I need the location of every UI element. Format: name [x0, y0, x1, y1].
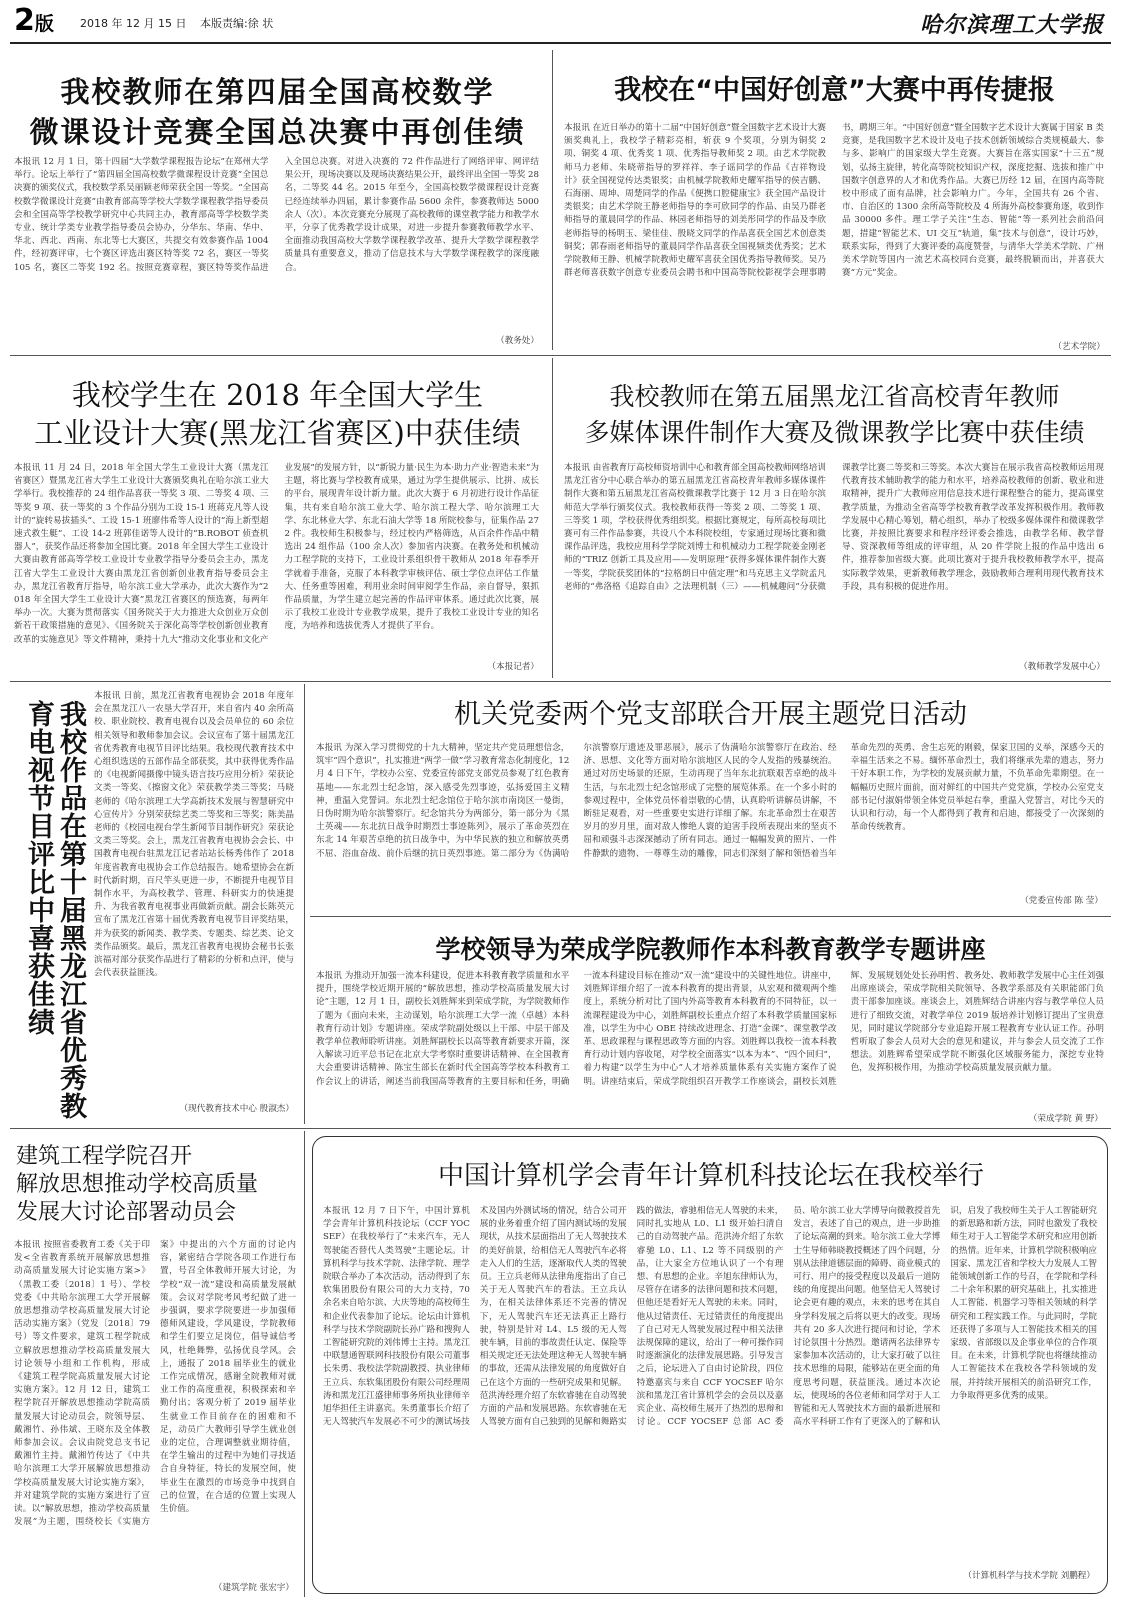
- article-body: 本报讯 为推动开加强一流本科建设，促进本科教育教学质量和水平提升，围绕学校近期开展的“解放思想，推动学校高质量发展大讨论”主题，12 月 1 日，副校长刘胜辉来到荣成学院，为学院教师作了题为《面向未来，主动谋划，哈尔滨理工大学一流（卓越）本科教育行动计划》专题讲座。荣成学院副处级以上干部、中层干部及教学单位教师聆听讲座。刘胜辉副校长以高等教育新要求开篇，深入解读习近平总书记在北京大学考察时重要讲话精神、在全国教育大会重要讲话精神、陈宝生部长在新时代全国高等学校本科教育工作会议上的讲话，阐述当前我国高等教育的主要目标和任务，明确一流本科建设目标在推动“双一流”建设中的关键性地位。讲座中，刘胜辉详细介绍了一流本科教育的提出背景，从宏观和微观两个维度上，系统分析对比了国内外高等教育本科教育的不同特征，以一流课程建设为中心，刘胜辉副校长重点介绍了本科教学质量国家标准，以学生为中心 OBE 持续改进理念、打造“金课”、课堂教学改革、思政课程与课程思政等方面的内容。刘胜辉以我校一流本科教育行动计划内容收尾，对学校全面落实“以本为本”、“四个回归”，着力构建“以学生为中心”人才培养质量体系有关实施方案作了说明。讲座结束后，荣成学院组织召开教学工作座谈会，副校长刘胜辉、发展规划处处长孙明哲、教务处、教师教学发展中心主任刘强出席座谈会，荣成学院相关院领导、各教学系部及有关职能部门负责干部参加座谈。座谈会上，刘胜辉结合讲座内容与教学单位人员进行了细致交流，对教学单位 2019 版培养计划修订提出了宝贵意见，同时建议学院部分专业追踪开展工程教育专业认证工作。孙明哲听取了参会人员对大会的意见和建议，并与参会人员交流了工作想法。刘胜辉希望荣成学院不断强化区域服务能力，深挖专业特色，发挥积极作用，为推动学校高质量发展贡献力量。: [316, 971, 1104, 1087]
- article-title-line1: 我校学生在 2018 年全国大学生: [71, 378, 484, 412]
- section-rule: [10, 681, 1111, 682]
- masthead: 哈尔滨理工大学报: [920, 12, 1105, 38]
- page-number-suffix: 版: [34, 13, 54, 35]
- article-title-line2: 微课设计竞赛全国总决赛中再创佳绩: [29, 115, 526, 149]
- page-header: [0, 0, 1121, 44]
- article-title: 机关党委两个党支部联合开展主题党日活动: [454, 699, 967, 730]
- article-body: 本报讯 在近日举办的第十二届“中国好创意”暨全国数字艺术设计大赛颁奖典礼上，我校学子精彩亮相，斩获 9 个奖项，分别为铜奖 2 项、铜奖 4 项、优秀奖 1 项、优秀指导教师奖 2 项。由艺术学院教师马力老师、朱晓蒂指导的罗祥祥、李子谣同学的作品《吉祥物设计》获全国视觉传达类银奖；由机械学院教师史耀军指导的侯吉鹏、石海丽、周坤、周楚同学的作品《便携口腔健康宝》获全国产品设计类银奖；由艺术学院王静老师指导的李可欣同学的作品、由吴乃群老师指导的董晨同学的作品、林园老师指导的刘美彤同学的作品及李欣老师指导的杨明玉、梁佳佳、殷晓文同学的作品喜获全国艺术创意类铜奖；郭春雨老师指导的董晨同学作品喜获全国视频类优秀奖；艺术学院教师王静、机械学院教师史耀军喜获全国优秀指导教师奖。吴乃群老师喜获数字创意专业委员会聘书和中国高等院校影视学会理事聘书，聘期三年。“中国好创意”暨全国数字艺术设计大赛属于国家 B 类竞赛，是我国数字艺术设计及电子技术创新领域综合类规模最大、参与多、影响广的国家级大学生竞赛。大赛旨在落实国家“十三五”规划，弘扬主旋律，转化高等院校知识产权，深度挖掘、选拔和推广中国数字创意界的人才和优秀作品。大赛已历经 12 届，在国内高等院校中形成了面有品牌，社会影响力广。今年，全国共有 26 个省、市、自治区的 1300 余所高等院校及 4 所海外高校参赛角逐，收到作品 30000 多件。理工学子关注“生态、智能”等一系列社会前沿问题，措建“智能艺术、UI 交互”轨道，集“技术与创意”，设计巧妙，联系实际，得到了大赛评委的高度赞誉，与清华大学美术学院、广州美术学院等国内一流艺术高校同台竞赛，最终脱颖而出，并喜获大赛“方元”奖金。: [564, 123, 1104, 279]
- issue-date: 2018 年 12 月 15 日: [80, 17, 187, 30]
- article-body: 本报讯 11 月 24 日，2018 年全国大学生工业设计大赛（黑龙江省赛区）暨黑龙江省大学生工业设计大赛颁奖典礼在哈尔滨工业大学举行。我校推荐的 24 组作品喜获一等奖 3 项、二等奖 4 项、三等奖 9 项、获一等奖的 3 个作品分别为工设 15-1 班蒋克凡等人设计的“旋转易拔插头”、工设 15-1 班廖伟希等人设计的“海上新型超速式救生艇”、工设 14-2 班郭佳诺等人设计的“B.ROBOT 侦查机器人”，获奖作品还将参加全国比赛。2018 年全国大学生工业设计大赛由教育部高等学校工业设计专业教学指导分委员会主办，黑龙江省大学生工业设计大赛由黑龙江省创新创业教育指导委员会主办，黑龙江省教育厅指导，哈尔滨工业大学承办，此次大赛作为“2018 年全国大学生工业设计大赛”黑龙江省赛区的预选赛，每两年举办一次。大赛为贯彻落实《国务院关于大力推进大众创业万众创新若干政策措施的意见》、《国务院关于深化高等学校创新创业教育改革的实施意见》等文件精神，秉持十九大“推动文化事业和文化产业发展”的发展方针，以“新锐力量·民生为本·助力产业·智造未来”为主题，将比赛与学校教育成果，通过为学生提供展示、比拼、成长的平台，展现青年设计新力量。此次大赛于 6 月初进行设计作品征集，共有来自哈尔滨工业大学、哈尔滨工程大学、哈尔滨理工大学、东北林业大学、东北石油大学等 18 所院校参与，征集作品 272 件。我校师生积极参与，经过校内严格筛选，从百余件作品中精选出 24 组作品（100 余人次）参加省内决赛。在教务处和机械动力工程学院的支持下，工业设计系组织骨干教师从 2018 年春季开学就着手准备，克服了本科教学审核评估、硕士学位点评估工作量大、任务重等困难，利用业余时间审阅学生作品，亲自督导，狠抓作品质量，为学生建立起完善的作品评审体系。通过此次比赛，展示了我校工业设计专业教学成果，提升了我校工业设计专业的知名度，为培养和选拔优秀人才提供了平台。: [14, 463, 539, 645]
- article-title-line1: 我校教师在第五届黑龙江省高校青年教师: [609, 382, 1060, 411]
- article-body: 本报讯 12 月 1 日，第十四届“大学数学课程报告论坛”在郑州大学举行。论坛上举行了“第四届全国高校数学微课程设计竞赛”全国总决赛的颁奖仪式，我校数学系吴丽颖老师荣获全国一等奖。“全国高校数学微课设计竞赛”由教育部高等学校大学数学课程教学指导委员会和全国高等学校教学研究中心共同主办，教育部高等学校数学类专业、统计学类专业教学指导委员会协办，分华东、华南、华中、华北、西北、西南、东北等七大赛区，共提交有效参赛作品 1004 件，经初赛评审，七个赛区评选出赛区特等奖 72 名，赛区一等奖 105 名，赛区二等奖 192 名。按照竞赛章程，赛区特等奖作品进入全国总决赛。对进入决赛的 72 件作品进行了网络评审、网评结果公开，现场决赛以及现场决赛结果公开，最终评出全国一等奖 28 名，二等奖 44 名。2015 年至今，全国高校数学微课程设计竞赛已经连续举办四届，累计参赛作品 5600 余件，参赛教师达 5000 余人（次）。本次竞赛充分展现了高校教师的课堂教学能力和教学水平，分享了优秀教学设计成果，对进一步提升参赛教师教学水平、全面推动我国高校大学数学课程教学改革、提升大学数学课程教学质量具有重要意义，推动了信息技术与大学数学课程教学的深度融合。: [14, 157, 539, 273]
- article-multimedia-courseware: [558, 358, 1111, 678]
- article-title: 中国计算机学会青年计算机科技论坛在我校举行: [437, 1161, 984, 1191]
- article-credit: （党委宣传部 陈 莹）: [1020, 896, 1103, 906]
- header-rule: [10, 42, 1111, 44]
- editor-line: 本版责编:徐 状: [200, 17, 274, 30]
- article-architecture-meeting: [10, 1131, 302, 1597]
- article-title: 我校作品在第十届黑龙江省优秀教育电视节目评比中喜获佳绩: [23, 700, 86, 1120]
- section-rule: [10, 355, 1111, 356]
- article-credit: （建筑学院 张宏宇）: [213, 1583, 294, 1593]
- article-industrial-design: [10, 358, 545, 678]
- article-body: 本报讯 由省教育厅高校师资培训中心和教育部全国高校教师网络培训黑龙江省分中心联合举办的第五届黑龙江省高校青年教师多媒体课件制作大赛和第五届黑龙江省高校微课教学比赛于 12 月 3 日在哈尔滨师范大学举行颁奖仪式。我校教师获得一等奖 2 项、二等奖 1 项、三等奖 1 项，学校获得优秀组织奖。根据比赛规定，每所高校每项比赛可有三件作品参赛，共设八个本科院校组，专家通过现场比赛和微课作品评选，我校应用科学学院刘博士和机械动力工程学院姜金刚老师的“TRIZ 创新工具及应用——发明原理”获得多媒体课件制作大赛一等奖，学院获奖团体的“拉格朗日中值定理”和马克思主义学院孟凡老师的“弗洛格《追踪自由》之法理机制（三）——机械趣问”分获微课教学比赛二等奖和三等奖。本次大赛旨在展示我省高校教师运用现代教育技术辅助教学的能力和水平，培养高校教师的创新、敬业和进取精神，提升广大教师应用信息技术进行课程整合的能力，提高课堂教学质量，为推动全省高等学校教育教学改革发挥积极作用。教师教学发展中心精心筹划，精心组织，举办了校级多媒体课件和微课教学比赛，并按照比赛要求和程序经评委会推选，由教学名师、教学督导、资深教师等组成的评审组，从 20 件学院上报的作品中选出 6 件，推荐参加省级大赛。此项比赛对于提升我校教师教学水平，提高实际教学效果，更新教师教学理念，鼓励教师合理利用现代教育技术手段，具有积极的促进作用。: [564, 463, 1104, 592]
- page-number: [14, 4, 54, 41]
- article-body: 本报讯 日前，黑龙江省教育电视协会 2018 年度年会在黑龙江八一农垦大学召开，来自省内 40 余所高校、职业院校、教育电视台以及会员单位的 60 余位相关领导和教师参加会议。会议宣布了第十届黑龙江省优秀教育电视节目评比结果。我校现代教育技术中心组织选送的五部作品全部获奖，其中获得优秀作品的《电视新闻摄像中镜头语言技巧应用分析》荣获论文类一等奖、《擦窗文化》荣获教学类三等奖；马晓老师的《哈尔滨理工大学高新技术发展与智慧研究中心宣传片》分别荣获综艺类二等奖和三等奖；陈美晶老师的《校园电视台学生新闻节目制作研究》荣获论文类三等奖。会上，黑龙江省教育电视协会会长、中国教育电视台驻黑龙江记者站站长杨秀伟作了 2018 年度省教育电视协会工作总结报告。她希望协会在新时代新时期，百尺竿头更进一步，不断提升电视节目制作水平，为高校教学、管理、科研实力的快速提升、为我省教育电视事业再做新贡献。副会长陈英元宣布了黑龙江省第十届优秀教育电视节目评奖结果，并为获奖的新闻类、教学类、专题类、综艺类、论文类作品颁奖。最后，黑龙江省教育电视协会秘书长张滨福对部分获奖作品进行了精彩的分析和点评，使与会代表获益匪浅。: [94, 691, 294, 979]
- article-credit: （计算机科学与技术学院 刘鹏程）: [963, 1571, 1095, 1581]
- article-ccf-forum: [312, 1136, 1108, 1594]
- article-credit: （荣成学院 黄 野）: [1028, 1114, 1103, 1124]
- article-credit: （本报记者）: [487, 662, 539, 672]
- article-education-tv: [10, 684, 302, 1124]
- column-rule: [552, 358, 553, 678]
- article-title-line2: 解放思想推动学校高质量: [16, 1172, 259, 1197]
- column-rule: [304, 1131, 305, 1597]
- article-credit: （教务处）: [496, 336, 539, 346]
- article-math-microcourse: [10, 52, 545, 352]
- article-title: 学校领导为荣成学院教师作本科教育教学专题讲座: [435, 935, 986, 964]
- article-credit: （教师教学发展中心）: [1019, 662, 1105, 672]
- article-good-idea: [558, 52, 1111, 352]
- column-rule: [552, 50, 553, 350]
- article-rongcheng-lecture: [310, 918, 1111, 1126]
- article-title: 我校在“中国好创意”大赛中再传捷报: [614, 75, 1055, 106]
- article-title-line3: 发展大讨论部署动员会: [16, 1200, 237, 1225]
- article-body: 本报讯 12 月 7 日下午，中国计算机学会青年计算机科技论坛（CCF YOCSEF）在我校举行了“未来汽车，无人驾驶能否替代人类驾驶”主题论坛。计算机科学与技术学院、法律学院、理学院联合举办了本次活动，活动得到了东软集团股份有限公司的大力支持，70 余名来自哈尔滨、大庆等地的高校师生和企业代表参加了论坛。论坛由计算机科学与技术学院副院长孙广路和搜狗人工智能研究院的刘伟博士主持。黑龙江中联慧通智联网科技股份有限公司董事长朱勇、我校法学院副教授、执业律师王立兵、东软集团股份有限公司经理周涛和黑龙江江盛律师事务所执业律师辛旭华担任主讲嘉宾。朱勇董事长介绍了无人驾驶汽车发展必不可少的测试场技术及国内外测试场的情况，结合公司开展的业务着重介绍了国内测试场的发展现状，从技术层面指出了无人驾驶技术的美好前景，给相信无人驾驶汽车必将走入人们的生活，逐渐取代人类的驾驶员。王立兵老师从法律角度指出了自己关于无人驾驶汽车的看法。王立兵认为，在相关法律体系还不完善的情况下，无人驾驶汽车还无法真正上路行驶，特别是针对 L4、L5 级的无人驾驶车辆，目前的事故责任认定、保险等相关规定还无法处理这种无人驾驶车辆的事故，还需从法律发展的角度做好自己在这个方面的一些研究成果和见解。范洪涛经理介绍了东软睿驰在自动驾驶方面的产品和发展思路。东软睿驰在无人驾驶方面有自己独到的见解和舞路实践的做法，睿驰相信无人驾驶的未来，同时扎实地从 L0、L1 级开始扫清自己的自动驾驶产品。范洪涛介绍了东软睿驰 L0、L1、L2 等不同级别的产品，让大家全方位地认识了一个有理想、有思想的企业。辛旭东律师认为，尽管存在诸多的法律问题和技术问题，但他还是看好无人驾驶的未来。同时，他从过错责任、无过错责任的角度提出了自己对无人驾驶发展过程中相关法律法规保障的建议，给出了一种可操作同时逐渐演化的法律发展思路。引导发言之后，论坛进入了自由讨论阶段，四位特邀嘉宾与来自 CCF YOCSEF 哈尔滨和黑龙江省计算机学会的会员以及嘉宾企业、高校师生展开了热烈的思辩和讨论。CCF YOCSEF 总部 AC 委员、哈尔滨工业大学博导向微教授首先发言，表述了自己的观点，进一步助推了论坛高潮的到来。哈尔滨工业大学博士生导师韩晓教授概述了四个问题，分别从法律道德层面的障碍、商业模式的可行、用户的接受程度以及最后一道防线的角度提出问题。他坚信无人驾驶讨论会更有趣的观点，未来的思考在其自身学科发展之后将以更大的改变。现场共有 20 多人次进行提问和讨论，学术讨论氛围十分热烈。邀请两名法律界专家参加本次活动的，让大家打破了以往技术思维的局限，能够站在更全面的角度思考问题，获益匪浅。通过本次论坛，使现场的各位老师和同学对于人工智能和无人驾驶技术方面的最新进展和高水平科研工作有了更深入的了解和认识，启发了我校师生关于人工智能研究的新思路和新方法，同时也激发了我校师生对于人工智能学术研究和应用创新的热情。近年来，计算机学院积极响应国家、黑龙江省和学校大力发展人工智能领域创新工作的号召，在学院和学科二十余年积累的研究基础上，扎实推进人工智能、机器学习等相关领域的科学研究和工程实践工作。与此同时，学院还获得了多项与人工智能技术相关的国家级、省部级以及企事业单位的合作项目。在未来，计算机学院也将继续推动人工智能技术在我校各学科领域的发展，并持续开展相关的前沿研究工作，力争取得更多优秀的成果。: [323, 1206, 1097, 1428]
- article-title-line1: 建筑工程学院召开: [16, 1144, 193, 1169]
- article-credit: （艺术学院）: [1053, 342, 1105, 352]
- article-title-line2: 多媒体课件制作大赛及微课教学比赛中获佳绩: [584, 418, 1085, 447]
- article-party-day: [310, 684, 1111, 914]
- column-rule: [304, 684, 305, 1124]
- article-body: 本报讯 按照省委教育工委《关于印发<全省教育系统开展解放思想推动高质量发展大讨论实施方案>》（黑教工委〔2018〕1 号）、学校党委《中共哈尔滨理工大学开展解放思想推动学校高质量发展大讨论活动实施方案》（党发〔2018〕79 号）等文件要求，建筑工程学院成立解放思想推动学校高质量发展大讨论领导小组和工作机构，形成《建筑工程学院高质量发展大讨论实施方案》。12 月 12 日，建筑工程学院召开解放思想推动学院高质量发展大讨论动员会，院领导层、戴湘竹、孙伟斌、王晓东及全体教师参加会议。会议由院党总支书记戴湘竹主持。戴湘竹传达了《中共哈尔滨理工大学开展解放思想推动学校高质量发展大讨论实施方案》，并对建筑学院的实施方案进行了宣读。以“解放思想，推动学校高质量发展”为主题，围绕校长《实施方案》中提出的六个方面的讨论内容，紧密结合学院各项工作进行布置，号召全体教师开展大讨论，为学校“双一流”建设和高质量发展献策。会议对学院考风考纪做了进一步强调，要求学院要进一步加强师德师风建设，学风建设，学院教师和学生们要立足岗位，倡导诚信考风，杜绝舞弊，弘扬优良学风。会上，通报了 2018 届毕业生的就业工作完成情况，感谢全院教师对就业工作的高度重视，积极探索和辛勤付出；客观分析了 2019 届毕业生就业工作目前存在的困难和不足，动员广大教师引导学生就业创业的定位，合理调整就业期待值，在学生输出的过程中为她们寻找适合自身特征，特长的发展空间，使毕业生在激烈的市场竞争中找到自己的位置，在合适的位置上实现人生价值。: [14, 1240, 296, 1528]
- section-rule: [310, 916, 1111, 917]
- article-body: 本报讯 为深入学习贯彻党的十九大精神，坚定共产党员理想信念，筑牢“四个意识”，扎实推进“两学一做”学习教育常态化制度化，12 月 4 日下午，学校办公室、党委宣传部党支部党员参观了红色教育基地——东北烈士纪念馆，深入感受先烈事迹，弘扬爱国主义精神，重温入党誓词。东北烈士纪念馆位于哈尔滨市南岗区一曼街，日伪时期为哈尔滨警察厅。纪念馆共分为两部分，第一部分为《黑土英魂——东北抗日战争时期烈士事迹陈列》，展示了革命英烈在东北 14 年艰苦卓绝的抗日战争中，为中华民族的独立和解放英勇不屈、浴血奋战、前仆后继的抗日英烈事迹。第二部分为《伪满哈尔滨警察厅遗迹及罪恶展》，展示了伪满哈尔滨警察厅在政治、经济、思想、文化等方面对哈尔滨地区人民的令人发指的残暴统治。通过对历史场景的还原，生动再现了当年东北抗联艰苦卓绝的战斗生活，与东北烈士纪念馆形成了完整的展览体系。在一个多小时的参观过程中，全体党员怀着崇敬的心情，认真聆听讲解员讲解，不断驻足观看，对一些重要史实进行详细了解。东北革命烈士在艰苦岁月的岁月里，面对敌人惨绝人寰的迫害手段所表现出来的坚贞不屈和顽强斗志深深撼动了所有同志。通过一幅幅发黄的照片、一件件静默的遗物、一尊尊生动的雕像，同志们深刻了解和领悟着当年革命先烈的英勇、舍生忘死的刚毅，保家卫国的义举，深感今天的幸福生活来之不易。缅怀革命烈士，我们将继承先辈的遗志，努力干好本职工作，为学校的发展贡献力量，不负革命先辈期望。在一幅幅历史照片面前，面对鲜红的中国共产党党旗，学校办公室党支部书记付淑娟带领全体党员举起右拳，重温入党誓言，对比今天的认识和行动，每一个人都得到了教育和启迪，都接受了一次深刻的革命传统教育。: [316, 743, 1104, 859]
- article-title-line2: 工业设计大赛(黑龙江省赛区)中获佳绩: [34, 416, 521, 450]
- section-rule: [10, 1128, 1111, 1129]
- page-number-digit: 2: [14, 3, 35, 38]
- article-credit: （现代教育技术中心 殷淑杰）: [179, 1104, 294, 1114]
- article-title-line1: 我校教师在第四届全国高校数学: [60, 75, 495, 109]
